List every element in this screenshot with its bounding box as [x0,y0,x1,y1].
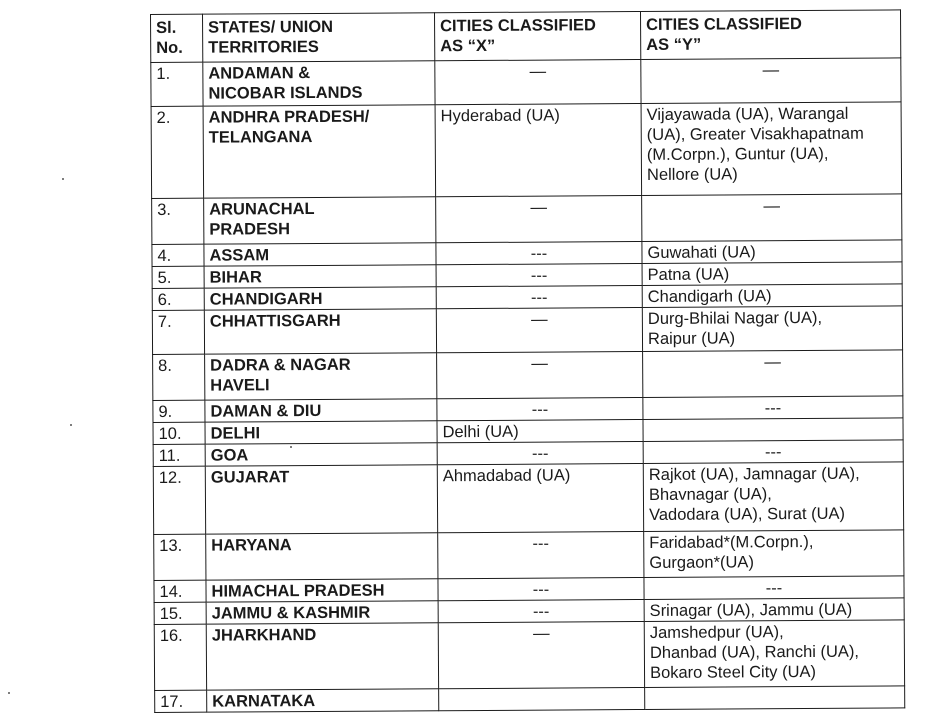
cities-y: Srinagar (UA), Jammu (UA) [644,598,904,622]
header-cities-y: CITIES CLASSIFIED AS “Y” [640,10,900,60]
state-name: JAMMU & KASHMIR [206,601,438,624]
row-number: 8. [153,354,205,400]
cities-y: Vijayawada (UA), Warangal (UA), Greater Visakhapatnam (M.Corpn.), Guntur (UA), Nellore (UA) [641,102,902,196]
state-name: HIMACHAL PRADESH [206,579,438,602]
state-name: ANDHRA PRADESH/ TELANGANA [203,105,436,198]
cities-x: — [435,60,641,105]
cities-y: --- [643,396,903,420]
city-classification-table [150,9,905,713]
cities-y [643,418,903,442]
cities-y: Chandigarh (UA) [642,284,902,308]
state-name: JHARKHAND [206,623,438,690]
row-number: 2. [151,106,204,198]
scan-speck [8,692,10,694]
cities-y: --- [643,440,903,464]
state-name: HARYANA [206,533,438,580]
cities-x [439,687,645,710]
scan-speck [290,446,292,448]
cities-x: --- [437,397,643,420]
state-name: GUJARAT [205,465,437,534]
cities-y [645,686,905,710]
state-name: ANDAMAN & NICOBAR ISLANDS [203,61,435,106]
row-number: 17. [155,690,207,712]
cities-x: — [437,351,643,398]
cities-x: --- [438,599,644,622]
cities-x: --- [438,531,644,578]
cities-y: --- [644,576,904,600]
row-number: 6. [152,288,204,310]
cities-x: Ahmadabad (UA) [437,463,643,532]
table-row [151,102,902,199]
state-name: CHHATTISGARH [204,309,436,354]
state-name: BIHAR [204,265,436,288]
table-body [151,58,905,713]
state-name: CHANDIGARH [204,287,436,310]
row-number: 14. [154,580,206,602]
cities-x: --- [438,577,644,600]
header-states: STATES/ UNION TERRITORIES [203,13,435,62]
cities-y: Guwahati (UA) [642,240,902,264]
cities-x: — [436,196,642,243]
cities-y: Durg-Bhilai Nagar (UA), Raipur (UA) [642,306,902,352]
cities-x: --- [436,241,642,264]
cities-x: --- [437,441,643,464]
cities-x: Delhi (UA) [437,419,643,442]
row-number: 5. [152,266,204,288]
cities-y: — [643,350,903,398]
table-row [153,350,903,401]
row-number: 7. [152,310,204,354]
cities-x: --- [436,285,642,308]
cities-y: Patna (UA) [642,262,902,286]
row-number: 15. [154,602,206,624]
row-number: 13. [154,534,206,580]
cities-y: Rajkot (UA), Jamnagar (UA), Bhavnagar (UA), Vadodara (UA), Surat (UA) [643,462,903,532]
row-number: 1. [151,62,203,106]
cities-x: Hyderabad (UA) [435,104,642,197]
table-row [153,462,903,535]
row-number: 4. [152,244,204,266]
scan-speck [70,424,72,426]
row-number: 12. [153,466,205,534]
header-sl-no: Sl. No. [151,14,203,62]
cities-y: — [641,58,901,104]
state-name: ARUNACHAL PRADESH [204,197,436,244]
state-name: DAMAN & DIU [205,399,437,422]
table-row [155,686,905,713]
cities-y: Faridabad*(M.Corpn.), Gurgaon*(UA) [644,530,904,578]
state-name: ASSAM [204,243,436,266]
header-cities-x: CITIES CLASSIFIED AS “X” [434,12,640,61]
cities-x: --- [436,263,642,286]
table-row [151,58,901,107]
cities-y: Jamshedpur (UA), Dhanbad (UA), Ranchi (UA), Bokaro Steel City (UA) [644,620,904,688]
state-name: DELHI [205,421,437,444]
cities-y: — [642,194,902,242]
table-row [154,530,904,581]
state-name: KARNATAKA [207,689,439,712]
scan-speck [62,178,64,180]
row-number: 11. [153,444,205,466]
state-name: DADRA & NAGAR HAVELI [205,353,437,400]
table-row [154,620,904,691]
cities-x: — [436,307,642,352]
row-number: 9. [153,400,205,422]
row-number: 16. [154,624,206,690]
state-name: GOA [205,443,437,466]
row-number: 3. [152,198,204,244]
row-number: 10. [153,422,205,444]
cities-x: — [438,621,644,688]
table-row [152,194,902,245]
table-row [152,306,902,355]
header-row [151,10,901,63]
